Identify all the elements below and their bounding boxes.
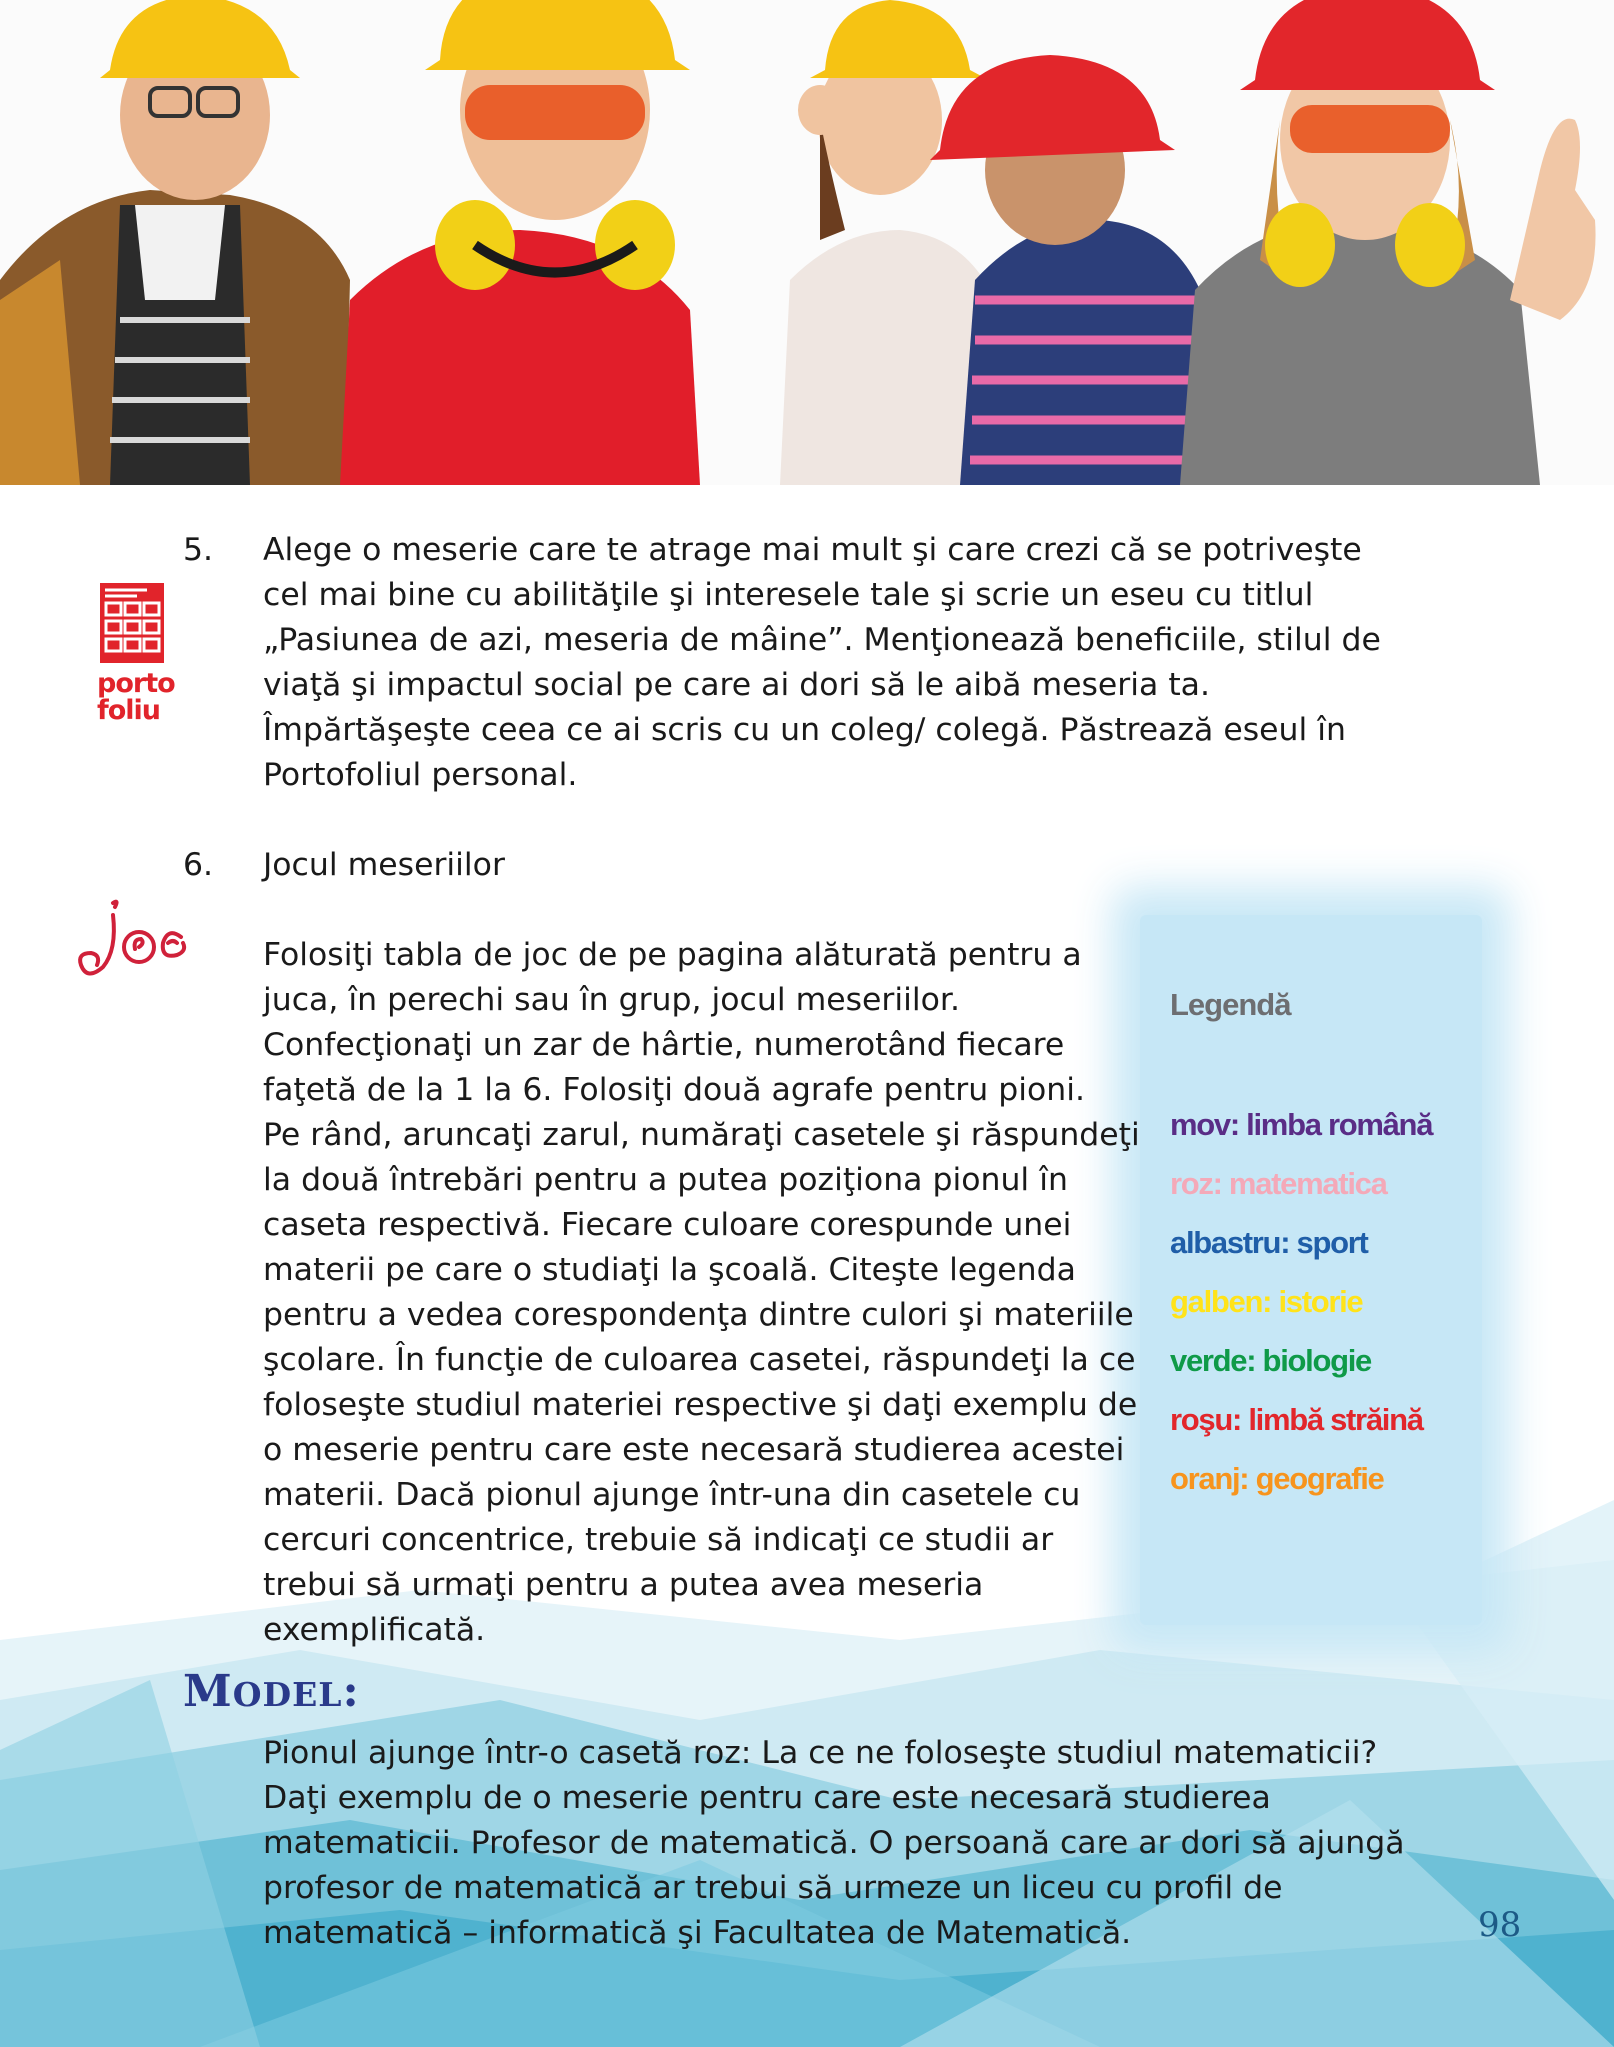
portfolio-word-2: foliu <box>97 695 161 726</box>
item-6-line: materii. Dacă pionul ajunge într-una din casetele cu <box>263 1477 1081 1513</box>
item-6-line: exemplificată. <box>263 1612 486 1648</box>
model-text <box>263 1731 1453 1956</box>
item-6-line: foloseşte studiul materiei respective şi daţi exemplu de <box>263 1387 1138 1423</box>
item-6-line: Pe rând, aruncaţi zarul, număraţi casetele şi răspundeţi <box>263 1117 1140 1153</box>
item-5-number: 5. <box>183 532 214 568</box>
item-6-line: trebui să urmaţi pentru a putea avea meseria <box>263 1567 984 1603</box>
item-6-line: faţetă de la 1 la 6. Folosiţi două agrafe pentru pioni. <box>263 1072 1085 1108</box>
portfolio-word-1: porto <box>97 668 175 699</box>
item-6-line: pentru a vedea corespondenţa dintre culori şi materiile <box>263 1297 1134 1333</box>
legend-title: Legendă <box>1170 987 1291 1022</box>
joc-icon <box>73 895 193 989</box>
portfolio-icon <box>97 581 177 724</box>
item-6-line: Confecţionaţi un zar de hârtie, numerotând fiecare <box>263 1027 1065 1063</box>
item-5-text <box>263 528 1453 798</box>
legend-entry-orange: oranj: geografie <box>1170 1461 1384 1496</box>
item-6-line: cercuri concentrice, trebuie să indicaţi ce studii ar <box>263 1522 1054 1558</box>
item-6-text <box>263 933 1163 1653</box>
legend-entry-blue: albastru: sport <box>1170 1225 1368 1260</box>
item-6-line: juca, în perechi sau în grup, jocul meseriilor. <box>263 982 960 1018</box>
children-hardhats-illustration <box>0 0 1614 485</box>
model-heading-initial: M <box>183 1666 233 1717</box>
item-6-line: caseta respectivă. Fiecare culoare corespunde unei <box>263 1207 1072 1243</box>
model-line: matematicii. Profesor de matematică. O persoană care ar dori să ajungă <box>263 1825 1405 1861</box>
header-photo <box>0 0 1614 485</box>
model-line: matematică – informatică şi Facultatea de Matematică. <box>263 1915 1132 1951</box>
item-6-line: Folosiţi tabla de joc de pe pagina alăturată pentru a <box>263 937 1082 973</box>
item-5-line: Împărtăşeşte ceea ce ai scris cu un coleg/ colegă. Păstrează eseul în <box>263 712 1346 748</box>
item-6-number: 6. <box>183 847 214 883</box>
item-6-line: o meserie pentru care este necesară studierea acestei <box>263 1432 1125 1468</box>
legend-entry-yellow: galben: istorie <box>1170 1284 1363 1319</box>
item-6-line: şcolare. În funcţie de culoarea casetei, răspundeţi la ce <box>263 1342 1136 1378</box>
item-5-line: Alege o meserie care te atrage mai mult şi care crezi că se potriveşte <box>263 532 1362 568</box>
model-heading-colon: : <box>342 1666 360 1717</box>
legend-entry-pink: roz: matematica <box>1170 1166 1387 1201</box>
item-5-line: Portofoliul personal. <box>263 757 578 793</box>
item-6-line: materii pe care o studiaţi la şcoală. Citeşte legenda <box>263 1252 1076 1288</box>
item-5-line: cel mai bine cu abilităţile şi interesele tale şi scrie un eseu cu titlul <box>263 577 1314 613</box>
portfolio-building-icon <box>97 581 167 666</box>
model-heading <box>183 1666 360 1717</box>
item-5-line: viaţă şi impactul social pe care ai dori să le aibă meseria ta. <box>263 667 1210 703</box>
model-line: profesor de matematică ar trebui să urmeze un liceu cu profil de <box>263 1870 1283 1906</box>
legend-entry-purple: mov: limba română <box>1170 1107 1433 1142</box>
page-number: 98 <box>1478 1905 1522 1945</box>
item-5-line: „Pasiunea de azi, meseria de mâine”. Menţionează beneficiile, stilul de <box>263 622 1381 658</box>
model-heading-rest: ODEL <box>232 1675 343 1714</box>
legend-entry-red: roşu: limbă străină <box>1170 1402 1423 1437</box>
item-6-line: la două întrebări pentru a putea poziţiona pionul în <box>263 1162 1068 1198</box>
joc-swirl-icon <box>73 895 193 985</box>
legend-box <box>1140 915 1482 1625</box>
legend-entry-green: verde: biologie <box>1170 1343 1371 1378</box>
model-line: Pionul ajunge într-o casetă roz: La ce ne foloseşte studiul matematicii? <box>263 1735 1378 1771</box>
item-6-title: Jocul meseriilor <box>263 847 505 883</box>
model-line: Daţi exemplu de o meserie pentru care este necesară studierea <box>263 1780 1271 1816</box>
